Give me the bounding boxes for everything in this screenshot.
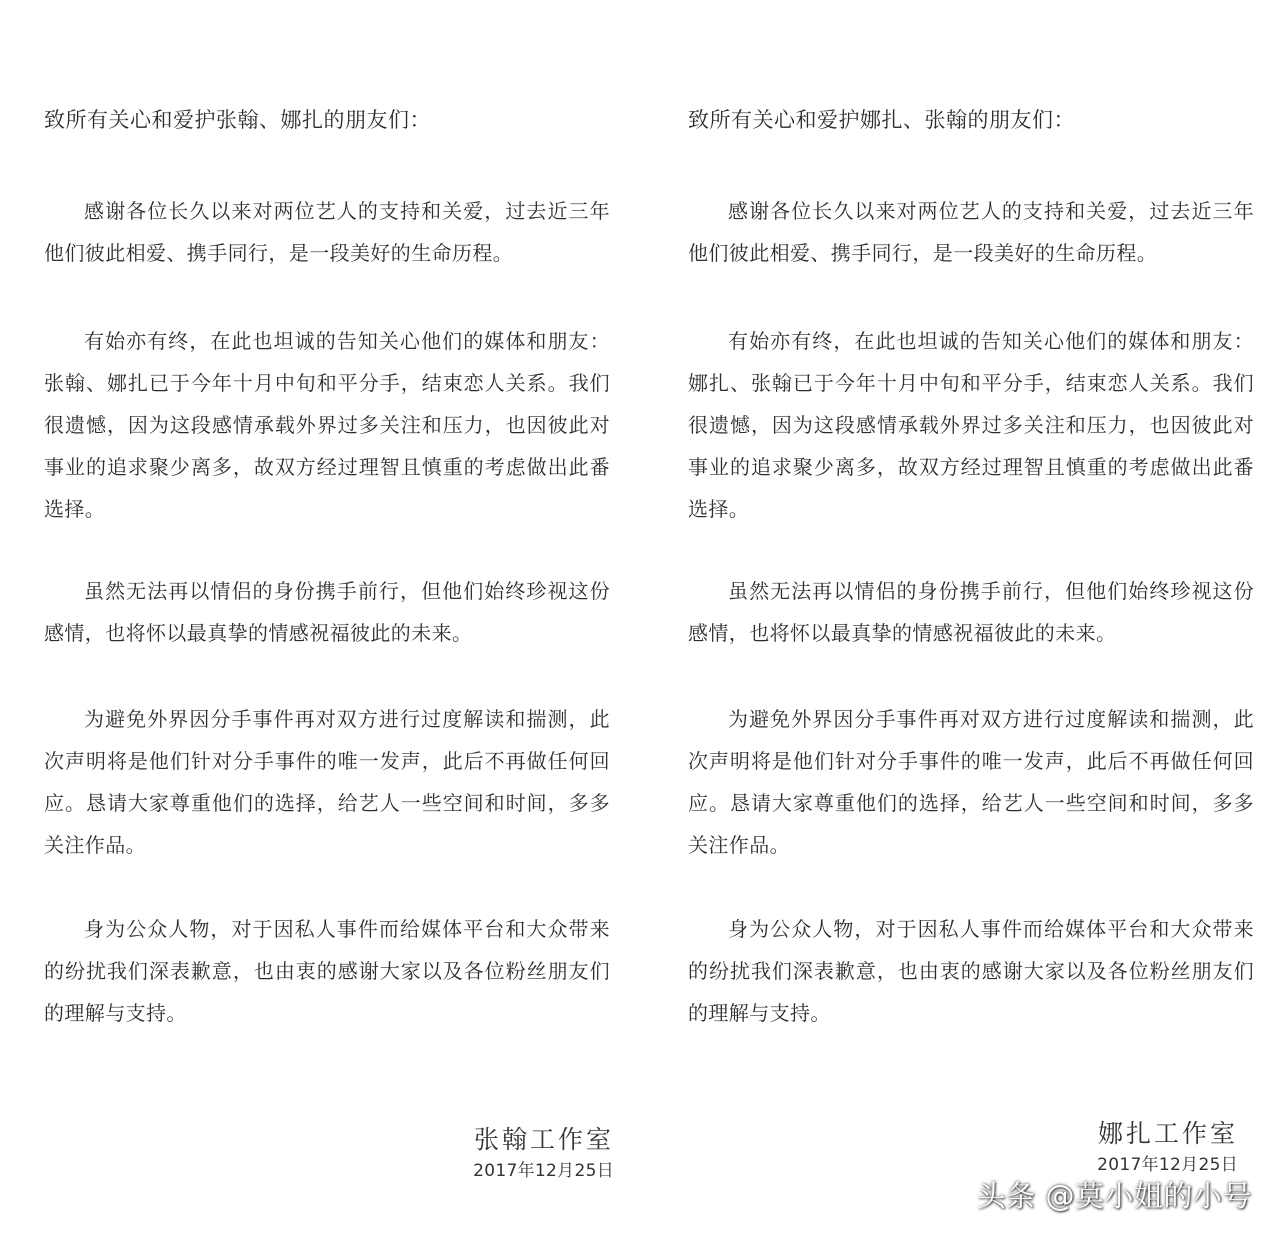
- statement-paragraph: 为避免外界因分手事件再对双方进行过度解读和揣测，此次声明将是他们针对分手事件的唯一发声，此后不再做任何回应。恳请大家尊重他们的选择，给艺人一些空间和时间，多多关注作品。: [688, 707, 1254, 857]
- statement-salutation: 致所有关心和爱护娜扎、张翰的朋友们：: [688, 108, 1075, 132]
- statement-signature-block: [1058, 1116, 1238, 1178]
- statement-paragraph: 虽然无法再以情侣的身份携手前行，但他们始终珍视这份感情，也将怀以最真挚的情感祝福彼此的未来。: [44, 579, 610, 645]
- statement-signature-block: [434, 1122, 614, 1184]
- statement-date: 2017年12月25日: [473, 1161, 614, 1181]
- statement-paragraph: 身为公众人物，对于因私人事件而给媒体平台和大众带来的纷扰我们深表歉意，也由衷的感谢大家以及各位粉丝朋友们的理解与支持。: [688, 917, 1254, 1025]
- right-statement: [688, 0, 1278, 1242]
- statement-salutation: 致所有关心和爱护张翰、娜扎的朋友们：: [44, 108, 431, 132]
- source-watermark: 头条 @莫小姐的小号: [976, 1179, 1252, 1213]
- statement-paragraph: 有始亦有终，在此也坦诚的告知关心他们的媒体和朋友：娜扎、张翰已于今年十月中旬和平分手，结束恋人关系。我们很遗憾，因为这段感情承载外界过多关注和压力，也因彼此对事业的追求聚少离多，故双方经过理智且慎重的考虑做出此番选择。: [688, 329, 1254, 521]
- statement-paragraph: 虽然无法再以情侣的身份携手前行，但他们始终珍视这份感情，也将怀以最真挚的情感祝福彼此的未来。: [688, 579, 1254, 645]
- studio-signature: 娜扎工作室: [1097, 1119, 1238, 1148]
- left-statement: [44, 0, 634, 1242]
- statement-paragraph: 感谢各位长久以来对两位艺人的支持和关爱，过去近三年他们彼此相爱、携手同行，是一段美好的生命历程。: [688, 199, 1254, 265]
- statement-date: 2017年12月25日: [1097, 1155, 1238, 1175]
- statement-paragraph: 感谢各位长久以来对两位艺人的支持和关爱，过去近三年他们彼此相爱、携手同行，是一段美好的生命历程。: [44, 199, 610, 265]
- statement-paragraph: 有始亦有终，在此也坦诚的告知关心他们的媒体和朋友：张翰、娜扎已于今年十月中旬和平分手，结束恋人关系。我们很遗憾，因为这段感情承载外界过多关注和压力，也因彼此对事业的追求聚少离多，故双方经过理智且慎重的考虑做出此番选择。: [44, 329, 610, 521]
- statement-paragraph: 为避免外界因分手事件再对双方进行过度解读和揣测，此次声明将是他们针对分手事件的唯一发声，此后不再做任何回应。恳请大家尊重他们的选择，给艺人一些空间和时间，多多关注作品。: [44, 707, 610, 857]
- statement-paragraph: 身为公众人物，对于因私人事件而给媒体平台和大众带来的纷扰我们深表歉意，也由衷的感谢大家以及各位粉丝朋友们的理解与支持。: [44, 917, 610, 1025]
- studio-signature: 张翰工作室: [473, 1125, 614, 1154]
